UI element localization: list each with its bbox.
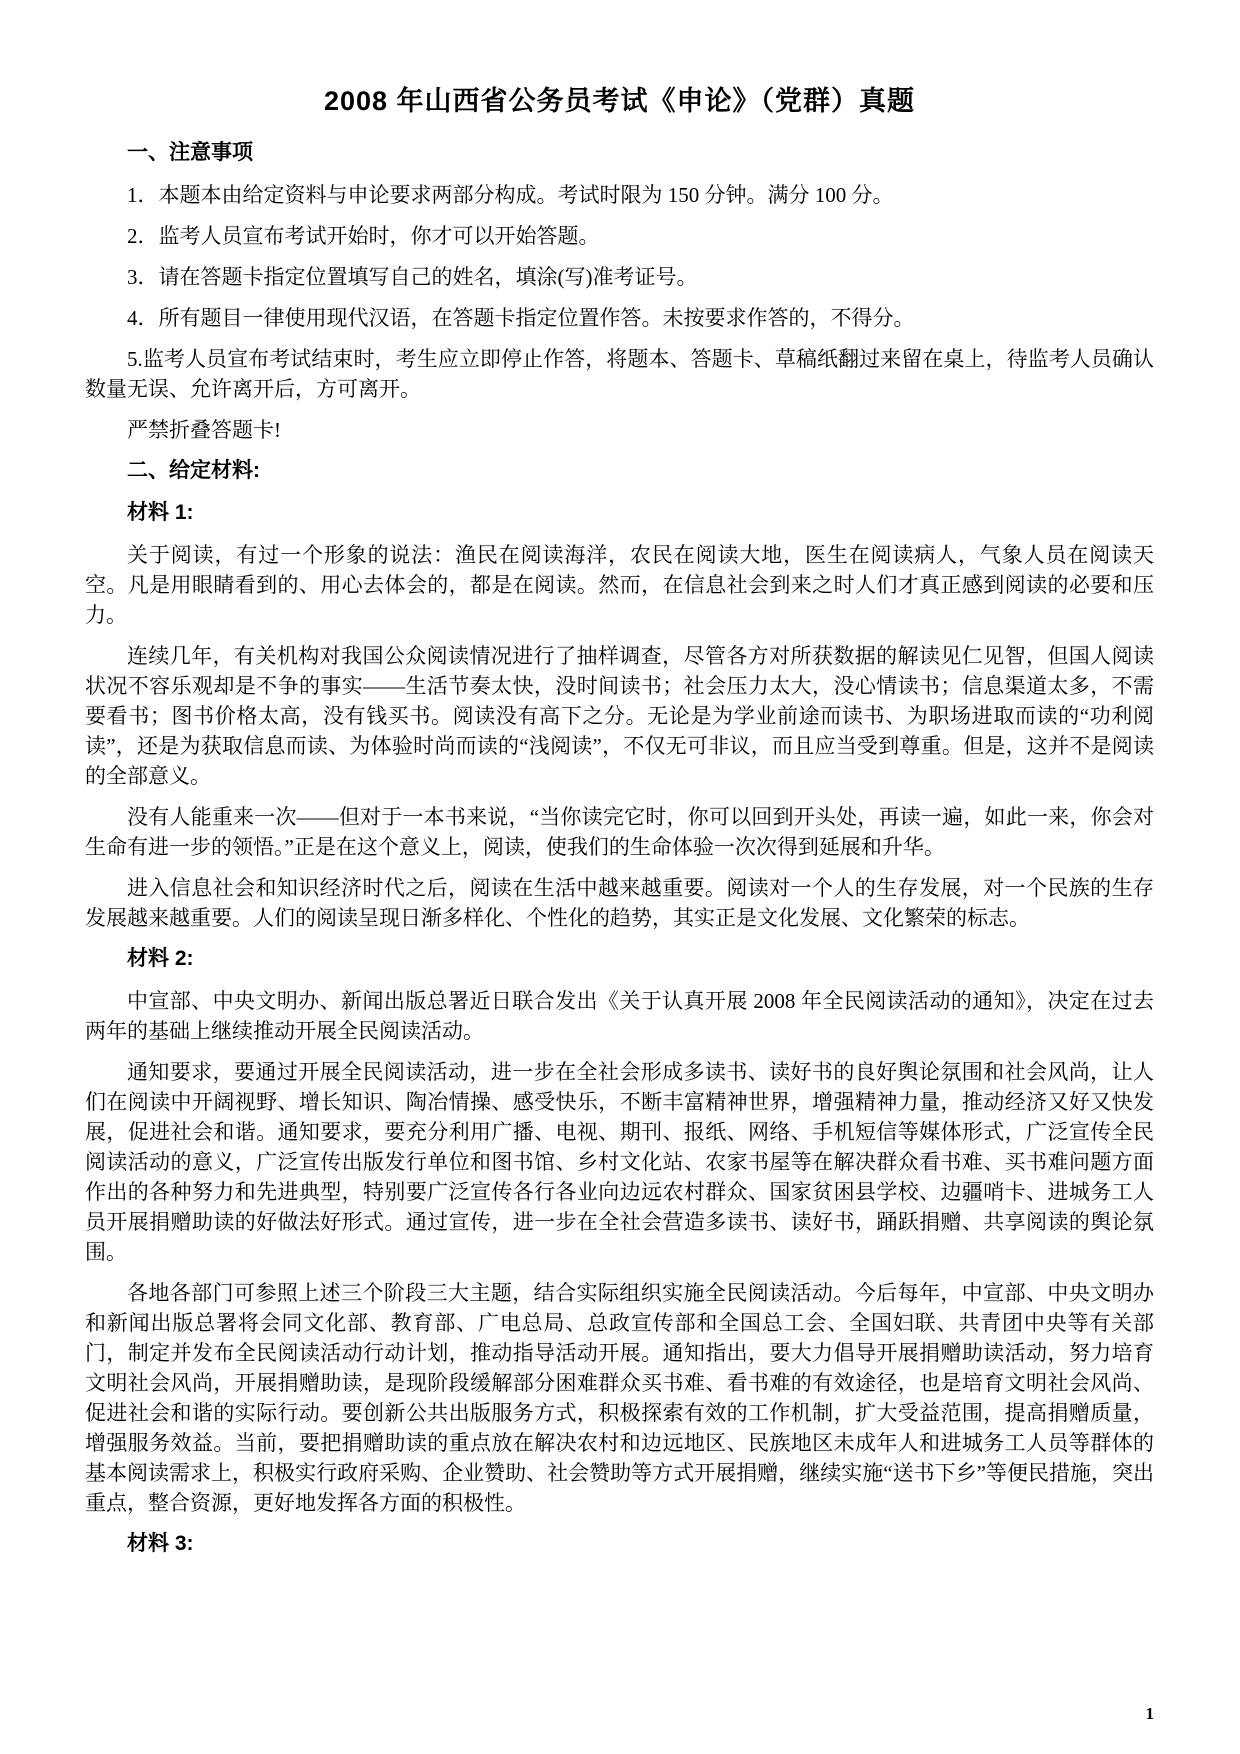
- notice-item: 2．监考人员宣布考试开始时，你才可以开始答题。: [127, 224, 600, 248]
- material-1-paragraph: 连续几年，有关机构对我国公众阅读情况进行了抽样调查，尽管各方对所获数据的解读见仁见智，但国人阅读状况不容乐观却是不争的事实——生活节奏太快，没时间读书；社会压力太大，没心情读书；信息渠道太多，不需要看书；图书价格太高，没有钱买书。阅读没有高下之分。无论是为学业前途而读书、为职场进取而读的“功利阅读”，还是为获取信息而读、为体验时尚而读的“浅阅读”，不仅无可非议，而且应当受到尊重。但是，这并不是阅读的全部意义。: [85, 644, 1154, 788]
- material-3-heading: 材料 3:: [127, 1532, 194, 1555]
- page-title: 2008 年山西省公务员考试《申论》（党群）真题: [323, 86, 916, 116]
- materials-section-heading: 二、给定材料:: [127, 459, 260, 482]
- material-1-heading: 材料 1:: [127, 501, 194, 524]
- notice-item: 5.监考人员宣布考试结束时，考生应立即停止作答，将题本、答题卡、草稿纸翻过来留在桌上，待监考人员确认数量无误、允许离开后，方可离开。: [85, 347, 1154, 401]
- page-number: 1: [1145, 1704, 1154, 1723]
- material-1-paragraph: 关于阅读，有过一个形象的说法：渔民在阅读海洋，农民在阅读大地，医生在阅读病人，气象人员在阅读天空。凡是用眼睛看到的、用心去体会的，都是在阅读。然而，在信息社会到来之时人们才真正感到阅读的必要和压力。: [85, 543, 1154, 627]
- material-2-paragraph: 中宣部、中央文明办、新闻出版总署近日联合发出《关于认真开展 2008 年全民阅读活动的通知》，决定在过去两年的基础上继续推动开展全民阅读活动。: [85, 989, 1154, 1043]
- notice-item: 4．所有题目一律使用现代汉语，在答题卡指定位置作答。未按要求作答的，不得分。: [127, 306, 915, 330]
- notice-warning: 严禁折叠答题卡!: [127, 418, 281, 442]
- material-2-heading: 材料 2:: [127, 947, 194, 970]
- notice-item: 1．本题本由给定资料与申论要求两部分构成。考试时限为 150 分钟。满分 100 分。: [127, 183, 894, 207]
- material-2-paragraph: 各地各部门可参照上述三个阶段三大主题，结合实际组织实施全民阅读活动。今后每年，中宣部、中央文明办和新闻出版总署将会同文化部、教育部、广电总局、总政宣传部和全国总工会、全国妇联、共青团中央等有关部门，制定并发布全民阅读活动行动计划，推动指导活动开展。通知指出，要大力倡导开展捐赠助读活动，努力培育文明社会风尚，开展捐赠助读，是现阶段缓解部分困难群众买书难、看书难的有效途径，也是培育文明社会风尚、促进社会和谐的实际行动。要创新公共出版服务方式，积极探索有效的工作机制，扩大受益范围，提高捐赠质量，增强服务效益。当前，要把捐赠助读的重点放在解决农村和边远地区、民族地区未成年人和进城务工人员等群体的基本阅读需求上，积极实行政府采购、企业赞助、社会赞助等方式开展捐赠，继续实施“送书下乡”等便民措施，突出重点，整合资源，更好地发挥各方面的积极性。: [85, 1281, 1154, 1515]
- material-2-paragraph: 通知要求，要通过开展全民阅读活动，进一步在全社会形成多读书、读好书的良好舆论氛围和社会风尚，让人们在阅读中开阔视野、增长知识、陶冶情操、感受快乐，不断丰富精神世界，增强精神力量，推动经济又好又快发展，促进社会和谐。通知要求，要充分利用广播、电视、期刊、报纸、网络、手机短信等媒体形式，广泛宣传全民阅读活动的意义，广泛宣传出版发行单位和图书馆、乡村文化站、农家书屋等在解决群众看书难、买书难问题方面作出的各种努力和先进典型，特别要广泛宣传各行各业向边远农村群众、国家贫困县学校、边疆哨卡、进城务工人员开展捐赠助读的好做法好形式。通过宣传，进一步在全社会营造多读书、读好书，踊跃捐赠、共享阅读的舆论氛围。: [85, 1060, 1154, 1264]
- material-1-paragraph: 没有人能重来一次——但对于一本书来说，“当你读完它时，你可以回到开头处，再读一遍，如此一来，你会对生命有进一步的领悟。”正是在这个意义上，阅读，使我们的生命体验一次次得到延展和升华。: [85, 805, 1154, 859]
- notice-item: 3．请在答题卡指定位置填写自己的姓名，填涂(写)准考证号。: [127, 265, 698, 289]
- notice-section-heading: 一、注意事项: [127, 141, 253, 164]
- material-1-paragraph: 进入信息社会和知识经济时代之后，阅读在生活中越来越重要。阅读对一个人的生存发展，对一个民族的生存发展越来越重要。人们的阅读呈现日渐多样化、个性化的趋势，其实正是文化发展、文化繁荣的标志。: [85, 876, 1154, 930]
